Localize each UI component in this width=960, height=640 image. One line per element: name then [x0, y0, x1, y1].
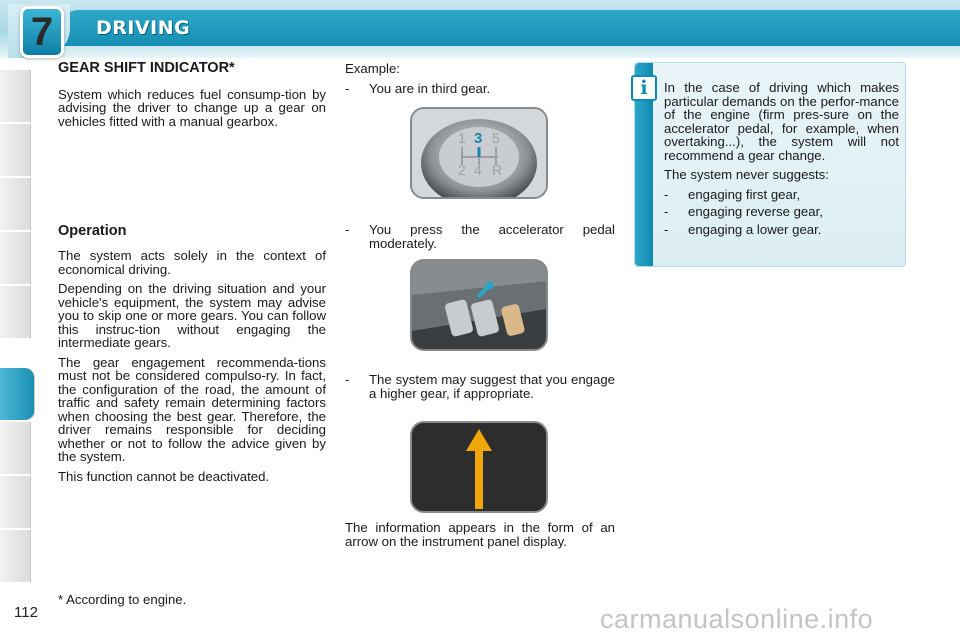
list-item-text: The system may suggest that you engage a higher gear, if appropriate. [369, 372, 615, 401]
list-item [345, 373, 615, 404]
chapter-tab[interactable] [0, 476, 31, 529]
operation-text [58, 249, 326, 489]
list-item-text: You press the accelerator pedal moderately. [369, 222, 615, 251]
pedal-icon [444, 299, 525, 337]
page-number: 112 [14, 604, 38, 621]
header-bar [60, 10, 960, 46]
chapter-tab[interactable] [0, 422, 31, 475]
page-header [0, 0, 960, 58]
gear-digit: 2 [458, 162, 466, 178]
dash: - [664, 221, 669, 237]
chapter-tabs [0, 70, 32, 575]
dash: - [664, 204, 669, 219]
example-block [345, 62, 615, 99]
pedals-illustration [412, 261, 546, 349]
pedals-image [410, 259, 548, 351]
chapter-title: DRIVING [96, 17, 191, 39]
shift-up-arrow-icon [412, 423, 546, 511]
section-heading: GEAR SHIFT INDICATOR* [58, 60, 235, 76]
example-label: Example: [345, 61, 400, 76]
dash: - [664, 186, 669, 202]
info-list-item [664, 205, 899, 219]
gear-digit: 1 [458, 130, 466, 146]
paragraph: The system acts solely in the context of economical driving. [58, 248, 326, 277]
chapter-tab[interactable] [0, 124, 31, 177]
info-text [664, 81, 899, 240]
left-column [58, 62, 326, 134]
info-list-item [664, 223, 899, 237]
dash: - [345, 80, 350, 96]
info-paragraph: The system never suggests: [664, 167, 829, 182]
info-list-text: engaging first gear, [688, 186, 801, 202]
gear-digit: 3 [474, 130, 483, 147]
dash: - [345, 222, 350, 237]
info-box [634, 62, 906, 267]
info-list-text: engaging reverse gear, [688, 204, 823, 219]
info-paragraph: In the case of driving which makes particular demands on the perfor-mance of the engine (firm pres-sure on the accelerator pedal, for example, when overtaking...), the system will not recommend a gear change. [664, 80, 899, 163]
conclusion-text [345, 521, 615, 554]
gear-knob-image [410, 107, 548, 199]
list-item [345, 82, 615, 96]
gear-digit: 4 [474, 162, 482, 178]
gear-digit: 5 [492, 130, 500, 146]
paragraph: Depending on the driving situation and your vehicle's equipment, the system may advise you to skip one or more gears. You can follow this instruc-tion without engaging the intermediate gears. [58, 281, 326, 350]
shift-up-arrow-image [410, 421, 548, 513]
chapter-tab-active[interactable] [0, 368, 35, 421]
watermark: carmanualsonline.info [600, 604, 874, 634]
chapter-tab[interactable] [0, 530, 31, 583]
footnote: * According to engine. [58, 592, 187, 607]
intro-paragraph: System which reduces fuel consump-tion by advising the driver to change up a gear on vehicles fitted with a manual gearbox. [58, 86, 326, 129]
gear-knob-illustration [412, 109, 546, 197]
info-list-text: engaging a lower gear. [688, 221, 822, 237]
paragraph: The information appears in the form of an arrow on the instrument panel display. [345, 520, 615, 549]
gear-digit: R [492, 162, 503, 178]
list-item-text: You are in third gear. [369, 80, 491, 96]
paragraph: This function cannot be deactivated. [58, 468, 270, 484]
dash: - [345, 372, 350, 387]
chapter-tab[interactable] [0, 286, 31, 339]
operation-heading: Operation [58, 223, 127, 239]
list-item [345, 223, 615, 254]
paragraph: The gear engagement recommenda-tions must not be considered compulso-ry. In fact, the configuration of the road, the amount of traffic and safety remain determining factors when choosing the best gear. Therefore, the driver remains responsible for deciding whether or not to follow the advice given by the system. [58, 354, 326, 464]
chapter-tab[interactable] [0, 70, 31, 123]
info-list-item [664, 188, 899, 202]
info-icon: i [631, 75, 657, 101]
chapter-number: 7 [20, 6, 64, 58]
chapter-tab[interactable] [0, 232, 31, 285]
chapter-tab[interactable] [0, 178, 31, 231]
